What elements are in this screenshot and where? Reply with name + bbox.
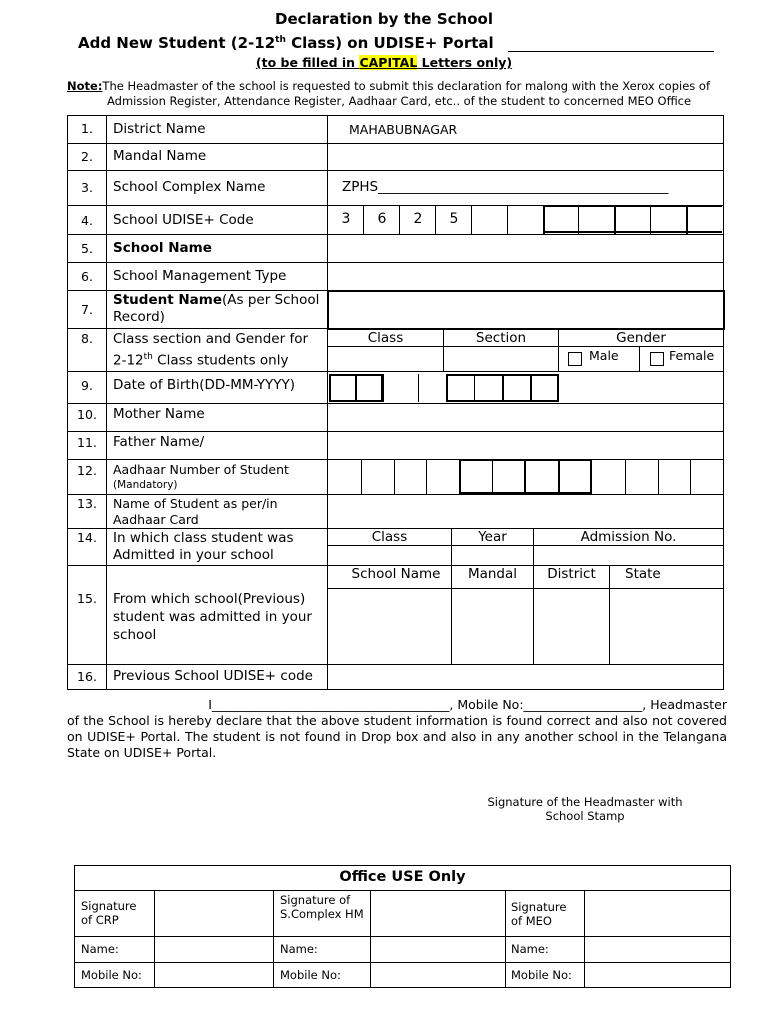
label-aadhaar-number: Aadhaar Number of Student bbox=[113, 462, 289, 477]
row-number: 10. bbox=[77, 407, 97, 422]
col-class: Class bbox=[367, 330, 404, 346]
label-student-name: Student Name(As per School Record) bbox=[113, 292, 320, 325]
col-gender: Gender bbox=[616, 330, 666, 346]
field-date-of-birth[interactable] bbox=[329, 374, 723, 402]
label-district-name: District Name bbox=[113, 121, 206, 137]
field-previous-udise-code[interactable] bbox=[329, 666, 721, 688]
declaration-first-line[interactable]: I______________________________________, Mobile No:___________________, Headmaster bbox=[208, 697, 727, 712]
field-previous-school-name[interactable] bbox=[328, 589, 451, 663]
label-school-management-type: School Management Type bbox=[113, 268, 287, 284]
crp-signature-label: Signature of CRP bbox=[81, 899, 137, 927]
note: Note:The Headmaster of the school is requested to submit this declaration for malong with the Xerox copies of Admission Register, Attendance Register, Aadhaar Card, etc.. of the student to concerned MEO Office bbox=[67, 79, 710, 108]
label-admitted-class: In which class student was Admitted in your school bbox=[113, 530, 294, 563]
field-mother-name[interactable] bbox=[329, 405, 721, 430]
field-name-as-per-aadhaar[interactable] bbox=[329, 496, 721, 527]
hm-signature-label: Signature of S.Complex HM bbox=[280, 893, 364, 921]
row-number: 15. bbox=[77, 591, 97, 606]
field-class[interactable] bbox=[328, 347, 443, 371]
field-admitted-class[interactable] bbox=[328, 546, 451, 564]
female-checkbox[interactable] bbox=[650, 352, 664, 366]
udise-digit[interactable]: 5 bbox=[449, 211, 459, 227]
field-admission-no[interactable] bbox=[534, 546, 723, 564]
row-number: 13. bbox=[77, 496, 97, 511]
declaration-text bbox=[67, 697, 727, 761]
crp-name-label: Name: bbox=[81, 942, 119, 956]
col-admitted-year: Year bbox=[478, 529, 507, 545]
label-school-name: School Name bbox=[113, 240, 212, 256]
label-school-complex-name: School Complex Name bbox=[113, 179, 266, 195]
col-section: Section bbox=[475, 330, 527, 346]
field-school-complex-name[interactable]: ZPHS___________________________________________ bbox=[342, 179, 669, 195]
field-aadhaar-number[interactable] bbox=[329, 461, 721, 493]
male-label: Male bbox=[589, 348, 619, 363]
crp-mobile-label: Mobile No: bbox=[81, 968, 142, 982]
field-school-management-type[interactable] bbox=[329, 264, 721, 289]
col-previous-mandal: Mandal bbox=[467, 566, 518, 582]
field-admitted-year[interactable] bbox=[452, 546, 533, 564]
form-title: Declaration by the School bbox=[275, 10, 493, 28]
row-number: 7. bbox=[81, 302, 93, 317]
row-number: 11. bbox=[77, 435, 97, 450]
row-number: 14. bbox=[77, 530, 97, 545]
note-label: Note: bbox=[67, 79, 103, 93]
hm-mobile-label: Mobile No: bbox=[280, 968, 341, 982]
label-mother-name: Mother Name bbox=[113, 406, 205, 422]
row-number: 8. bbox=[81, 331, 93, 346]
field-previous-mandal[interactable] bbox=[452, 589, 533, 663]
field-section[interactable] bbox=[444, 347, 558, 371]
label-father-name: Father Name/ bbox=[113, 434, 205, 450]
row-number: 2. bbox=[81, 149, 93, 164]
col-admitted-class: Class bbox=[371, 529, 408, 545]
field-school-name[interactable] bbox=[329, 236, 721, 261]
office-use-title: Office USE Only bbox=[339, 869, 466, 885]
col-previous-district: District bbox=[547, 566, 596, 582]
capital-highlight: CAPITAL bbox=[359, 55, 418, 70]
field-previous-district[interactable] bbox=[534, 589, 609, 663]
meo-name-label: Name: bbox=[511, 942, 549, 956]
udise-digit[interactable]: 2 bbox=[413, 211, 423, 227]
label-name-as-per-aadhaar: Name of Student as per/in Aadhaar Card bbox=[113, 496, 278, 527]
field-father-name[interactable] bbox=[329, 433, 721, 458]
label-school-udise-code: School UDISE+ Code bbox=[113, 212, 254, 228]
meo-mobile-label: Mobile No: bbox=[511, 968, 572, 982]
row-number: 9. bbox=[81, 378, 93, 393]
capital-letters-instruction: (to be filled in CAPITAL Letters only) bbox=[255, 55, 513, 70]
meo-signature-label: Signature of MEO bbox=[511, 900, 567, 928]
label-mandal-name: Mandal Name bbox=[113, 148, 207, 164]
label-previous-udise-code: Previous School UDISE+ code bbox=[113, 668, 313, 684]
row-number: 6. bbox=[81, 269, 93, 284]
label-mandatory: (Mandatory) bbox=[113, 479, 178, 491]
field-mandal-name[interactable] bbox=[329, 145, 721, 169]
col-previous-state: State bbox=[625, 566, 661, 582]
row-number: 5. bbox=[81, 241, 93, 256]
col-previous-school-name: School Name bbox=[351, 566, 441, 582]
field-previous-state[interactable] bbox=[610, 589, 723, 663]
headmaster-signature: Signature of the Headmaster with School Stamp bbox=[487, 795, 683, 823]
col-admission-no: Admission No. bbox=[580, 529, 677, 545]
field-student-name[interactable] bbox=[331, 294, 719, 324]
label-class-section-gender: Class section and Gender for 2-12th Class students only bbox=[113, 331, 309, 369]
declaration-body: of the School is hereby declare that the above student information is found correct and also not covered on UDISE+ Portal. The student is not found in Drop box and also in any another school in the Telangana State on UDISE+ Portal. bbox=[67, 713, 727, 760]
male-checkbox[interactable] bbox=[568, 352, 582, 366]
udise-digit[interactable]: 3 bbox=[341, 211, 351, 227]
label-previous-school: From which school(Previous) student was admitted in your school bbox=[113, 591, 312, 643]
field-district-name[interactable]: MAHABUBNAGAR bbox=[349, 122, 458, 137]
row-number: 3. bbox=[81, 180, 93, 195]
row-number: 4. bbox=[81, 213, 93, 228]
female-label: Female bbox=[669, 348, 715, 363]
label-date-of-birth: Date of Birth(DD-MM-YYYY) bbox=[113, 377, 296, 393]
row-number: 12. bbox=[77, 463, 97, 478]
hm-name-label: Name: bbox=[280, 942, 318, 956]
form-subtitle: Add New Student (2-12th Class) on UDISE+ Portal bbox=[78, 34, 494, 52]
udise-digit[interactable]: 6 bbox=[377, 211, 387, 227]
row-number: 1. bbox=[81, 121, 93, 136]
row-number: 16. bbox=[77, 669, 97, 684]
